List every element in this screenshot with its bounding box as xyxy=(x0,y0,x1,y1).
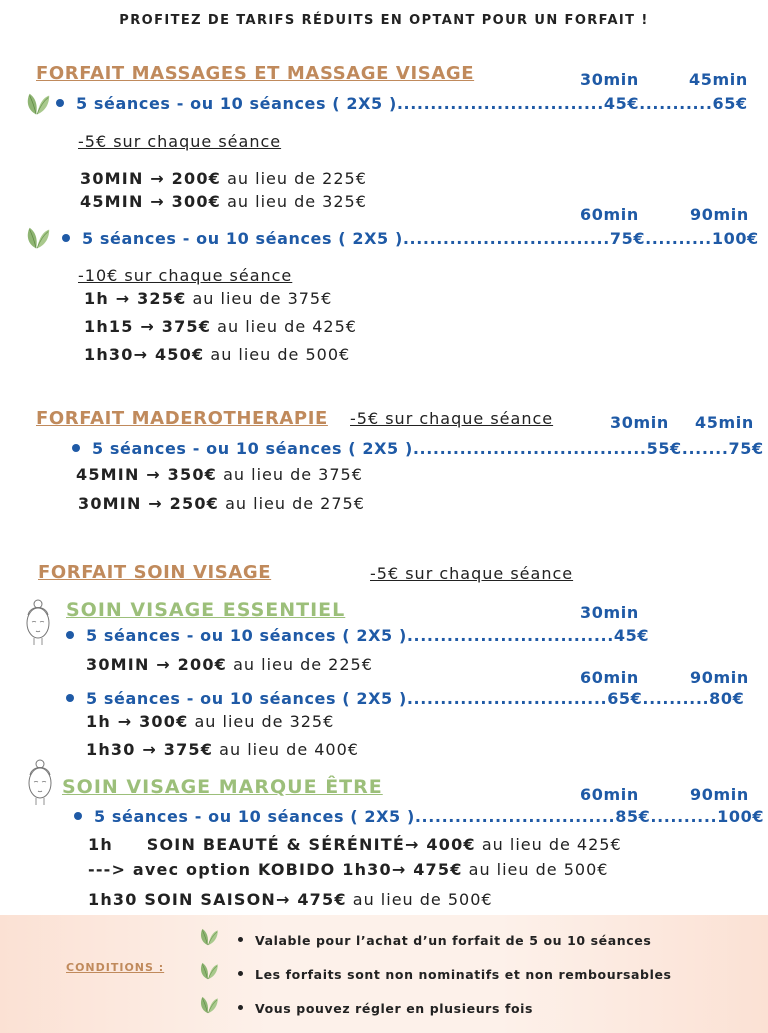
seance-text: 5 séances - ou 10 séances ( 2X5 )...............................45€ xyxy=(86,626,650,645)
duration-label: 90min xyxy=(690,668,749,687)
price-line xyxy=(76,465,363,484)
leaf-icon xyxy=(24,90,52,118)
section-title-maderotherapie: FORFAIT MADEROTHERAPIE xyxy=(36,408,328,429)
subsection-title-essentiel: SOIN VISAGE ESSENTIEL xyxy=(66,599,346,621)
price-label: 45MIN → 350€ xyxy=(76,465,218,484)
duration-label: 60min xyxy=(580,205,639,224)
bullet-icon xyxy=(238,937,243,942)
condition-text: Vous pouvez régler en plusieurs fois xyxy=(255,1001,534,1016)
price-label: 1h SOIN BEAUTÉ & SÉRÉNITÉ→ 400€ xyxy=(88,835,476,854)
conditions-title: CONDITIONS : xyxy=(66,961,165,974)
price-line xyxy=(84,317,357,336)
duration-label: 30min xyxy=(580,603,639,622)
duration-label: 90min xyxy=(690,785,749,804)
page-title: PROFITEZ DE TARIFS RÉDUITS EN OPTANT POUR UN FORFAIT ! xyxy=(119,13,649,28)
price-regular: au lieu de 500€ xyxy=(204,345,351,364)
discount-label: -5€ sur chaque séance xyxy=(78,132,282,151)
bullet-icon xyxy=(62,234,70,242)
duration-label: 60min xyxy=(580,785,639,804)
bullet-icon xyxy=(238,1005,243,1010)
price-regular: au lieu de 425€ xyxy=(475,835,622,854)
seance-line xyxy=(56,94,748,113)
condition-text: Valable pour l’achat d’un forfait de 5 ou 10 séances xyxy=(255,933,652,948)
duration-label: 90min xyxy=(690,205,749,224)
seance-text: 5 séances - ou 10 séances ( 2X5 )..............................65€..........80€ xyxy=(86,689,745,708)
bullet-icon xyxy=(72,444,80,452)
price-label: 1h30 → 375€ xyxy=(86,740,214,759)
seance-text: 5 séances - ou 10 séances ( 2X5 )...............................45€...........65€ xyxy=(76,94,748,113)
price-line xyxy=(84,289,332,308)
duration-label: 30min xyxy=(580,70,639,89)
price-regular: au lieu de 225€ xyxy=(227,655,373,674)
leaf-icon xyxy=(198,926,220,948)
bullet-icon xyxy=(66,631,74,639)
price-regular: au lieu de 225€ xyxy=(221,169,367,188)
discount-label: -5€ sur chaque séance xyxy=(350,409,554,428)
price-label: 1h → 300€ xyxy=(86,712,189,731)
bullet-icon xyxy=(238,971,243,976)
subsection-title-marque-etre: SOIN VISAGE MARQUE ÊTRE xyxy=(62,776,383,798)
price-line xyxy=(86,655,373,674)
seance-line xyxy=(66,689,744,708)
seance-line xyxy=(74,807,764,826)
price-label: 1h30→ 450€ xyxy=(84,345,205,364)
bullet-icon xyxy=(66,694,74,702)
discount-label: -5€ sur chaque séance xyxy=(370,564,574,583)
price-line xyxy=(84,345,350,364)
section-title-soin-visage: FORFAIT SOIN VISAGE xyxy=(38,562,272,583)
leaf-icon xyxy=(198,994,220,1016)
seance-line xyxy=(66,626,649,645)
price-regular: au lieu de 375€ xyxy=(217,465,363,484)
price-line xyxy=(88,835,622,854)
condition-item xyxy=(238,1001,533,1016)
bullet-icon xyxy=(74,812,82,820)
duration-label: 30min xyxy=(610,413,669,432)
face-icon xyxy=(20,597,56,647)
leaf-icon xyxy=(24,224,52,252)
bullet-icon xyxy=(56,99,64,107)
price-line xyxy=(88,860,608,879)
seance-text: 5 séances - ou 10 séances ( 2X5 )...................................55€.......75€ xyxy=(92,439,764,458)
condition-text: Les forfaits sont non nominatifs et non remboursables xyxy=(255,967,672,982)
price-regular: au lieu de 500€ xyxy=(462,860,609,879)
price-regular: au lieu de 375€ xyxy=(186,289,333,308)
duration-label: 60min xyxy=(580,668,639,687)
price-label: 1h30 SOIN SAISON→ 475€ xyxy=(88,890,347,909)
leaf-icon xyxy=(198,960,220,982)
price-line xyxy=(80,192,367,211)
price-regular: au lieu de 500€ xyxy=(346,890,493,909)
discount-label: -10€ sur chaque séance xyxy=(78,266,293,285)
price-label: 45MIN → 300€ xyxy=(80,192,222,211)
price-line xyxy=(88,890,493,909)
seance-line xyxy=(72,439,764,458)
price-regular: au lieu de 425€ xyxy=(211,317,357,336)
price-line xyxy=(78,494,365,513)
price-label: 1h → 325€ xyxy=(84,289,187,308)
price-regular: au lieu de 275€ xyxy=(219,494,365,513)
face-icon xyxy=(22,757,58,807)
seance-line xyxy=(62,229,759,248)
price-label: 30MIN → 250€ xyxy=(78,494,220,513)
duration-label: 45min xyxy=(689,70,748,89)
duration-label: 45min xyxy=(695,413,754,432)
price-regular: au lieu de 325€ xyxy=(188,712,335,731)
price-label: 1h15 → 375€ xyxy=(84,317,212,336)
price-regular: au lieu de 325€ xyxy=(221,192,367,211)
price-label: ---> avec option KOBIDO 1h30→ 475€ xyxy=(88,860,463,879)
price-label: 30MIN → 200€ xyxy=(86,655,228,674)
seance-text: 5 séances - ou 10 séances ( 2X5 )...............................75€..........100€ xyxy=(82,229,759,248)
condition-item xyxy=(238,933,651,948)
price-line xyxy=(86,712,334,731)
section-title-massages: FORFAIT MASSAGES ET MASSAGE VISAGE xyxy=(36,63,475,84)
price-line xyxy=(86,740,359,759)
price-line xyxy=(80,169,367,188)
seance-text: 5 séances - ou 10 séances ( 2X5 )..............................85€..........100€ xyxy=(94,807,765,826)
price-regular: au lieu de 400€ xyxy=(213,740,359,759)
condition-item xyxy=(238,967,672,982)
price-label: 30MIN → 200€ xyxy=(80,169,222,188)
